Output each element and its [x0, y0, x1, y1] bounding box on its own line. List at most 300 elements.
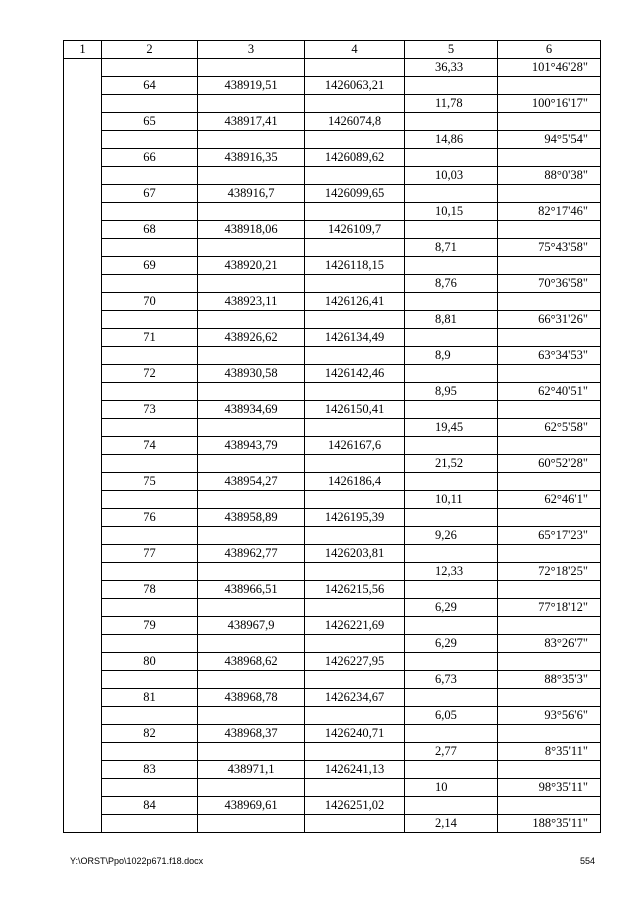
cell-distance: 21,52 — [405, 455, 498, 473]
cell-x-coordinate — [198, 491, 305, 509]
table-row — [64, 653, 601, 671]
cell-point-number — [102, 239, 198, 257]
cell-x-coordinate — [198, 599, 305, 617]
table-row — [64, 419, 601, 437]
cell-x-coordinate: 438966,51 — [198, 581, 305, 599]
cell-y-coordinate — [305, 347, 405, 365]
table-row — [64, 671, 601, 689]
cell-y-coordinate: 1426142,46 — [305, 365, 405, 383]
cell-point-number — [102, 671, 198, 689]
table-row — [64, 743, 601, 761]
table-row — [64, 383, 601, 401]
table-row — [64, 491, 601, 509]
cell-distance — [405, 401, 498, 419]
cell-y-coordinate — [305, 311, 405, 329]
cell-direction-angle: 63°34'53" — [498, 347, 601, 365]
cell-x-coordinate — [198, 239, 305, 257]
table-row — [64, 293, 601, 311]
table-row — [64, 635, 601, 653]
cell-distance — [405, 185, 498, 203]
cell-merged — [64, 653, 102, 671]
cell-x-coordinate: 438969,61 — [198, 797, 305, 815]
cell-x-coordinate: 438954,27 — [198, 473, 305, 491]
cell-distance: 8,76 — [405, 275, 498, 293]
cell-merged — [64, 419, 102, 437]
header-col-5: 5 — [405, 41, 498, 59]
table-row — [64, 725, 601, 743]
header-col-1: 1 — [64, 41, 102, 59]
cell-merged — [64, 383, 102, 401]
cell-point-number — [102, 527, 198, 545]
cell-x-coordinate — [198, 779, 305, 797]
cell-merged — [64, 689, 102, 707]
cell-merged — [64, 761, 102, 779]
cell-point-number: 64 — [102, 77, 198, 95]
table-row — [64, 311, 601, 329]
cell-direction-angle — [498, 329, 601, 347]
cell-direction-angle: 70°36'58" — [498, 275, 601, 293]
cell-distance — [405, 581, 498, 599]
cell-merged — [64, 725, 102, 743]
cell-x-coordinate: 438916,7 — [198, 185, 305, 203]
table-row — [64, 617, 601, 635]
cell-x-coordinate — [198, 347, 305, 365]
table-body — [64, 59, 601, 833]
cell-point-number: 69 — [102, 257, 198, 275]
cell-x-coordinate: 438962,77 — [198, 545, 305, 563]
cell-merged — [64, 365, 102, 383]
cell-x-coordinate — [198, 563, 305, 581]
table-row — [64, 689, 601, 707]
header-col-6: 6 — [498, 41, 601, 59]
cell-x-coordinate: 438934,69 — [198, 401, 305, 419]
cell-y-coordinate — [305, 239, 405, 257]
cell-y-coordinate — [305, 779, 405, 797]
table-row — [64, 509, 601, 527]
cell-merged — [64, 59, 102, 77]
cell-merged — [64, 815, 102, 833]
table-row — [64, 401, 601, 419]
table-row — [64, 185, 601, 203]
table-row — [64, 563, 601, 581]
table-row — [64, 221, 601, 239]
cell-point-number: 67 — [102, 185, 198, 203]
cell-y-coordinate: 1426186,4 — [305, 473, 405, 491]
cell-direction-angle — [498, 149, 601, 167]
cell-merged — [64, 293, 102, 311]
table-row — [64, 599, 601, 617]
cell-y-coordinate — [305, 419, 405, 437]
cell-x-coordinate — [198, 167, 305, 185]
cell-y-coordinate — [305, 599, 405, 617]
cell-distance — [405, 617, 498, 635]
table-row — [64, 59, 601, 77]
cell-x-coordinate — [198, 95, 305, 113]
cell-merged — [64, 545, 102, 563]
cell-x-coordinate: 438917,41 — [198, 113, 305, 131]
cell-x-coordinate: 438919,51 — [198, 77, 305, 95]
cell-y-coordinate: 1426134,49 — [305, 329, 405, 347]
cell-x-coordinate — [198, 671, 305, 689]
cell-merged — [64, 401, 102, 419]
cell-x-coordinate — [198, 59, 305, 77]
cell-x-coordinate — [198, 743, 305, 761]
table-row — [64, 815, 601, 833]
cell-x-coordinate: 438968,62 — [198, 653, 305, 671]
cell-x-coordinate: 438968,37 — [198, 725, 305, 743]
cell-direction-angle — [498, 689, 601, 707]
table-row — [64, 149, 601, 167]
table-row — [64, 545, 601, 563]
cell-y-coordinate: 1426251,02 — [305, 797, 405, 815]
cell-point-number — [102, 635, 198, 653]
cell-y-coordinate — [305, 59, 405, 77]
cell-distance: 6,29 — [405, 635, 498, 653]
cell-x-coordinate: 438943,79 — [198, 437, 305, 455]
cell-y-coordinate — [305, 455, 405, 473]
cell-direction-angle — [498, 401, 601, 419]
cell-distance: 6,73 — [405, 671, 498, 689]
cell-y-coordinate: 1426150,41 — [305, 401, 405, 419]
cell-distance: 10 — [405, 779, 498, 797]
cell-distance: 8,81 — [405, 311, 498, 329]
cell-merged — [64, 779, 102, 797]
cell-y-coordinate — [305, 491, 405, 509]
cell-merged — [64, 527, 102, 545]
cell-point-number: 76 — [102, 509, 198, 527]
footer-file-path: Y:\ORST\Ppo\1022p671.f18.docx — [70, 856, 204, 866]
cell-direction-angle — [498, 617, 601, 635]
cell-point-number: 84 — [102, 797, 198, 815]
cell-x-coordinate — [198, 455, 305, 473]
cell-x-coordinate — [198, 419, 305, 437]
cell-x-coordinate: 438971,1 — [198, 761, 305, 779]
cell-point-number — [102, 779, 198, 797]
cell-x-coordinate: 438918,06 — [198, 221, 305, 239]
cell-x-coordinate: 438958,89 — [198, 509, 305, 527]
cell-direction-angle — [498, 293, 601, 311]
cell-x-coordinate: 438968,78 — [198, 689, 305, 707]
cell-merged — [64, 311, 102, 329]
cell-point-number: 79 — [102, 617, 198, 635]
cell-distance — [405, 689, 498, 707]
cell-direction-angle: 94°5'54" — [498, 131, 601, 149]
cell-y-coordinate — [305, 671, 405, 689]
cell-direction-angle — [498, 509, 601, 527]
cell-direction-angle: 88°0'38" — [498, 167, 601, 185]
cell-point-number: 75 — [102, 473, 198, 491]
cell-point-number: 66 — [102, 149, 198, 167]
cell-point-number: 74 — [102, 437, 198, 455]
cell-distance: 8,9 — [405, 347, 498, 365]
cell-y-coordinate: 1426126,41 — [305, 293, 405, 311]
cell-point-number — [102, 599, 198, 617]
cell-direction-angle: 77°18'12" — [498, 599, 601, 617]
cell-direction-angle — [498, 221, 601, 239]
cell-distance — [405, 257, 498, 275]
cell-direction-angle: 82°17'46" — [498, 203, 601, 221]
cell-point-number — [102, 311, 198, 329]
cell-direction-angle — [498, 365, 601, 383]
cell-y-coordinate — [305, 131, 405, 149]
cell-x-coordinate — [198, 275, 305, 293]
cell-point-number — [102, 455, 198, 473]
footer-page-number: 554 — [580, 856, 596, 866]
cell-direction-angle — [498, 113, 601, 131]
cell-y-coordinate — [305, 275, 405, 293]
cell-distance — [405, 329, 498, 347]
table-row — [64, 113, 601, 131]
table-row — [64, 527, 601, 545]
cell-distance — [405, 221, 498, 239]
cell-distance: 2,77 — [405, 743, 498, 761]
cell-distance: 6,29 — [405, 599, 498, 617]
cell-direction-angle: 75°43'58" — [498, 239, 601, 257]
cell-x-coordinate — [198, 635, 305, 653]
header-col-2: 2 — [102, 41, 198, 59]
cell-y-coordinate: 1426167,6 — [305, 437, 405, 455]
cell-x-coordinate — [198, 815, 305, 833]
cell-y-coordinate: 1426234,67 — [305, 689, 405, 707]
cell-direction-angle: 100°16'17" — [498, 95, 601, 113]
cell-merged — [64, 797, 102, 815]
cell-merged — [64, 473, 102, 491]
cell-merged — [64, 239, 102, 257]
cell-distance — [405, 293, 498, 311]
cell-merged — [64, 635, 102, 653]
cell-distance: 10,11 — [405, 491, 498, 509]
cell-y-coordinate: 1426118,15 — [305, 257, 405, 275]
cell-point-number: 73 — [102, 401, 198, 419]
cell-point-number — [102, 707, 198, 725]
cell-distance: 19,45 — [405, 419, 498, 437]
cell-direction-angle: 65°17'23" — [498, 527, 601, 545]
cell-point-number: 72 — [102, 365, 198, 383]
cell-y-coordinate — [305, 743, 405, 761]
cell-direction-angle — [498, 77, 601, 95]
cell-x-coordinate: 438920,21 — [198, 257, 305, 275]
cell-direction-angle — [498, 797, 601, 815]
cell-distance — [405, 653, 498, 671]
cell-merged — [64, 455, 102, 473]
cell-y-coordinate — [305, 563, 405, 581]
cell-point-number: 80 — [102, 653, 198, 671]
cell-distance — [405, 365, 498, 383]
cell-y-coordinate: 1426227,95 — [305, 653, 405, 671]
cell-direction-angle — [498, 581, 601, 599]
table-row — [64, 707, 601, 725]
cell-y-coordinate: 1426241,13 — [305, 761, 405, 779]
cell-distance — [405, 545, 498, 563]
cell-x-coordinate — [198, 131, 305, 149]
cell-distance: 8,71 — [405, 239, 498, 257]
header-col-3: 3 — [198, 41, 305, 59]
cell-distance: 8,95 — [405, 383, 498, 401]
cell-point-number — [102, 203, 198, 221]
cell-y-coordinate — [305, 167, 405, 185]
cell-y-coordinate: 1426099,65 — [305, 185, 405, 203]
cell-point-number — [102, 383, 198, 401]
cell-y-coordinate — [305, 203, 405, 221]
cell-point-number: 78 — [102, 581, 198, 599]
cell-direction-angle — [498, 761, 601, 779]
cell-merged — [64, 491, 102, 509]
cell-x-coordinate: 438926,62 — [198, 329, 305, 347]
cell-merged — [64, 743, 102, 761]
table-header-row — [64, 41, 601, 59]
cell-x-coordinate: 438930,58 — [198, 365, 305, 383]
cell-merged — [64, 77, 102, 95]
cell-point-number: 71 — [102, 329, 198, 347]
cell-point-number — [102, 419, 198, 437]
cell-distance — [405, 77, 498, 95]
cell-distance: 14,86 — [405, 131, 498, 149]
cell-merged — [64, 275, 102, 293]
cell-merged — [64, 221, 102, 239]
cell-distance — [405, 473, 498, 491]
cell-y-coordinate: 1426195,39 — [305, 509, 405, 527]
cell-point-number — [102, 815, 198, 833]
table-row — [64, 455, 601, 473]
cell-merged — [64, 599, 102, 617]
table-row — [64, 275, 601, 293]
cell-distance: 11,78 — [405, 95, 498, 113]
cell-merged — [64, 347, 102, 365]
header-col-4: 4 — [305, 41, 405, 59]
cell-merged — [64, 671, 102, 689]
table-row — [64, 761, 601, 779]
cell-point-number — [102, 275, 198, 293]
table-row — [64, 779, 601, 797]
cell-direction-angle: 88°35'3" — [498, 671, 601, 689]
cell-direction-angle: 8°35'11" — [498, 743, 601, 761]
cell-distance — [405, 509, 498, 527]
cell-direction-angle — [498, 545, 601, 563]
cell-y-coordinate — [305, 383, 405, 401]
cell-direction-angle — [498, 185, 601, 203]
cell-direction-angle — [498, 437, 601, 455]
cell-y-coordinate: 1426089,62 — [305, 149, 405, 167]
cell-x-coordinate — [198, 311, 305, 329]
cell-direction-angle: 62°46'1" — [498, 491, 601, 509]
cell-merged — [64, 149, 102, 167]
cell-distance: 10,15 — [405, 203, 498, 221]
cell-point-number: 68 — [102, 221, 198, 239]
table-row — [64, 95, 601, 113]
table-row — [64, 581, 601, 599]
cell-merged — [64, 509, 102, 527]
table-row — [64, 347, 601, 365]
cell-point-number — [102, 347, 198, 365]
cell-merged — [64, 203, 102, 221]
cell-distance — [405, 797, 498, 815]
cell-direction-angle — [498, 257, 601, 275]
cell-y-coordinate: 1426221,69 — [305, 617, 405, 635]
cell-x-coordinate: 438916,35 — [198, 149, 305, 167]
cell-point-number — [102, 131, 198, 149]
table-row — [64, 239, 601, 257]
table-row — [64, 797, 601, 815]
cell-point-number — [102, 563, 198, 581]
cell-distance: 12,33 — [405, 563, 498, 581]
cell-direction-angle: 66°31'26" — [498, 311, 601, 329]
cell-y-coordinate — [305, 707, 405, 725]
table-row — [64, 131, 601, 149]
cell-direction-angle: 60°52'28" — [498, 455, 601, 473]
cell-merged — [64, 113, 102, 131]
cell-distance: 36,33 — [405, 59, 498, 77]
cell-distance — [405, 725, 498, 743]
cell-y-coordinate — [305, 815, 405, 833]
cell-x-coordinate — [198, 527, 305, 545]
cell-direction-angle: 93°56'6" — [498, 707, 601, 725]
cell-point-number — [102, 167, 198, 185]
cell-y-coordinate: 1426063,21 — [305, 77, 405, 95]
cell-direction-angle: 98°35'11" — [498, 779, 601, 797]
cell-distance: 2,14 — [405, 815, 498, 833]
cell-y-coordinate — [305, 527, 405, 545]
cell-direction-angle — [498, 725, 601, 743]
cell-direction-angle: 72°18'25" — [498, 563, 601, 581]
table-row — [64, 167, 601, 185]
cell-y-coordinate — [305, 95, 405, 113]
cell-y-coordinate: 1426203,81 — [305, 545, 405, 563]
cell-merged — [64, 437, 102, 455]
cell-distance — [405, 437, 498, 455]
cell-merged — [64, 617, 102, 635]
cell-merged — [64, 257, 102, 275]
table-row — [64, 329, 601, 347]
cell-merged — [64, 167, 102, 185]
cell-merged — [64, 329, 102, 347]
cell-merged — [64, 581, 102, 599]
cell-direction-angle — [498, 473, 601, 491]
cell-point-number — [102, 743, 198, 761]
cell-distance — [405, 113, 498, 131]
table-row — [64, 365, 601, 383]
cell-merged — [64, 95, 102, 113]
cell-x-coordinate: 438967,9 — [198, 617, 305, 635]
cell-distance: 9,26 — [405, 527, 498, 545]
cell-point-number: 70 — [102, 293, 198, 311]
cell-x-coordinate — [198, 383, 305, 401]
table-row — [64, 257, 601, 275]
cell-point-number: 77 — [102, 545, 198, 563]
cell-direction-angle: 101°46'28" — [498, 59, 601, 77]
cell-direction-angle — [498, 653, 601, 671]
cell-distance: 10,03 — [405, 167, 498, 185]
cell-distance — [405, 761, 498, 779]
cell-direction-angle: 62°40'51" — [498, 383, 601, 401]
coordinates-table — [63, 40, 601, 833]
cell-direction-angle: 188°35'11" — [498, 815, 601, 833]
cell-y-coordinate: 1426240,71 — [305, 725, 405, 743]
cell-x-coordinate: 438923,11 — [198, 293, 305, 311]
cell-direction-angle: 83°26'7" — [498, 635, 601, 653]
cell-distance — [405, 149, 498, 167]
cell-point-number — [102, 491, 198, 509]
cell-point-number: 82 — [102, 725, 198, 743]
cell-y-coordinate — [305, 635, 405, 653]
cell-y-coordinate: 1426215,56 — [305, 581, 405, 599]
cell-direction-angle: 62°5'58" — [498, 419, 601, 437]
cell-point-number: 81 — [102, 689, 198, 707]
table-row — [64, 203, 601, 221]
cell-y-coordinate: 1426074,8 — [305, 113, 405, 131]
cell-merged — [64, 563, 102, 581]
cell-x-coordinate — [198, 203, 305, 221]
cell-point-number — [102, 95, 198, 113]
